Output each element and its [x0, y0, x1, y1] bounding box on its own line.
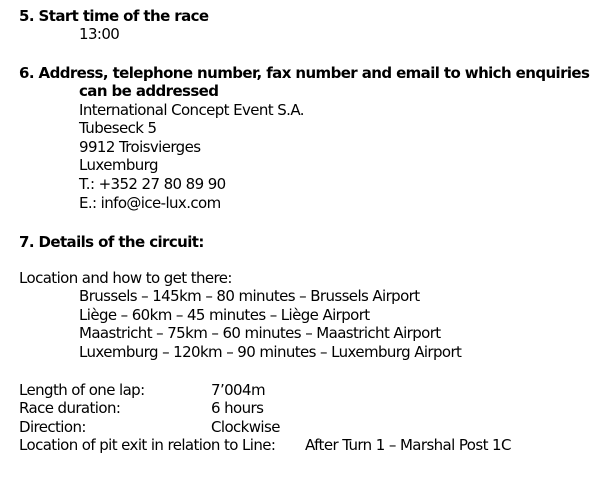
- location-label: Location and how to get there:: [19, 269, 232, 287]
- address-country: Luxemburg: [79, 156, 158, 174]
- address-company: International Concept Event S.A.: [79, 101, 304, 119]
- section-7-heading: 7. Details of the circuit:: [19, 233, 204, 251]
- race-duration-value: 6 hours: [211, 399, 264, 417]
- section-6-heading-line1: 6. Address, telephone number, fax number and email to which enquiries: [19, 64, 590, 82]
- lap-length-label: Length of one lap:: [19, 381, 145, 399]
- start-time-value: 13:00: [79, 25, 120, 43]
- race-duration-label: Race duration:: [19, 399, 121, 417]
- pit-exit-value: After Turn 1 – Marshal Post 1C: [305, 436, 511, 454]
- route-maastricht: Maastricht – 75km – 60 minutes – Maastricht Airport: [79, 324, 441, 342]
- section-6-heading-line2: can be addressed: [79, 82, 219, 100]
- address-city: 9912 Troisvierges: [79, 138, 201, 156]
- address-phone: T.: +352 27 80 89 90: [79, 175, 226, 193]
- direction-label: Direction:: [19, 418, 86, 436]
- lap-length-value: 7’004m: [211, 381, 265, 399]
- address-email: E.: info@ice-lux.com: [79, 194, 221, 212]
- section-5-heading: 5. Start time of the race: [19, 7, 209, 25]
- direction-value: Clockwise: [211, 418, 280, 436]
- route-luxemburg: Luxemburg – 120km – 90 minutes – Luxemburg Airport: [79, 343, 462, 361]
- address-street: Tubeseck 5: [79, 119, 157, 137]
- pit-exit-label: Location of pit exit in relation to Line:: [19, 436, 276, 454]
- route-liege: Liège – 60km – 45 minutes – Liège Airport: [79, 306, 370, 324]
- route-brussels: Brussels – 145km – 80 minutes – Brussels Airport: [79, 287, 420, 305]
